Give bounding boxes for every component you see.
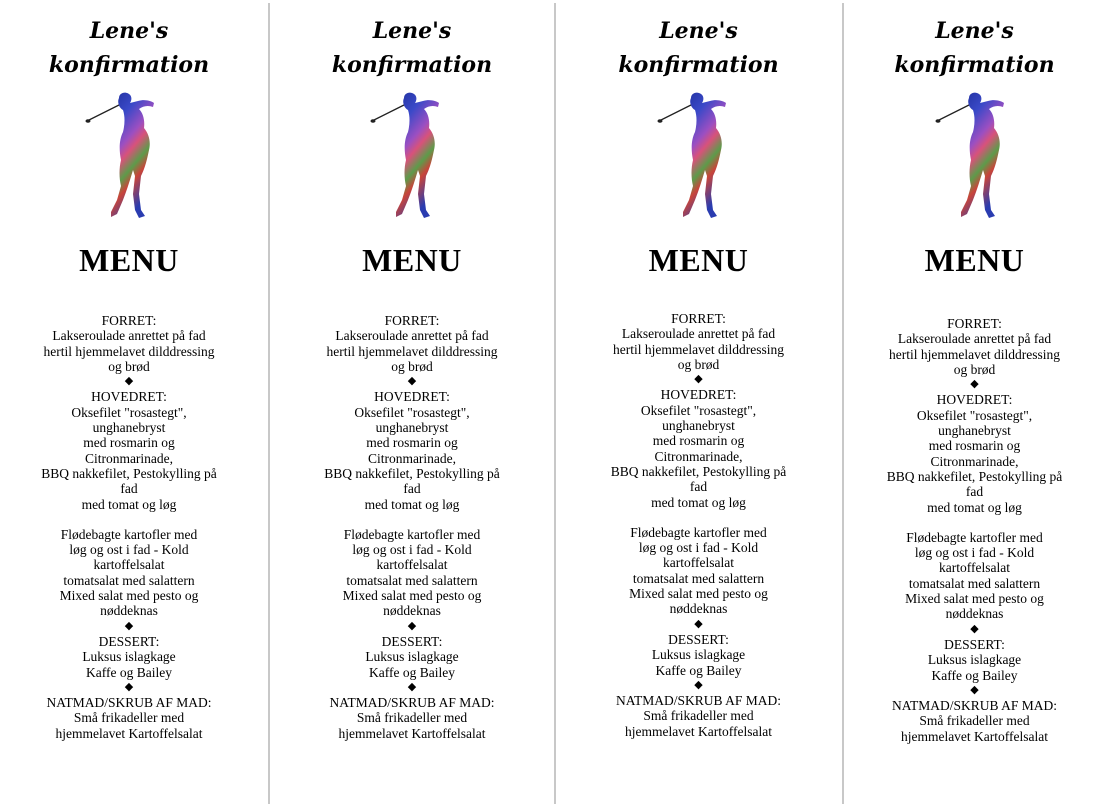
menu-line: og brød [677,356,720,372]
menu-line: nøddeknas [945,606,1004,622]
menu-line: fad [120,481,138,497]
menu-line: tomatsalat med salattern [346,572,478,588]
menu-card [558,0,839,804]
menu-line: kartoffelsalat [93,557,165,573]
diamond-separator-icon: ◆ [124,680,134,693]
menu-line: Lakseroulade anrettet på fad [621,326,776,342]
menu-line: kartoffelsalat [939,560,1010,576]
menu-line: Små frikadeller med [356,710,468,726]
diamond-separator-icon: ◆ [407,619,417,632]
dessert-heading: DESSERT: [381,633,443,649]
dessert-heading: DESSERT: [944,636,1005,652]
menu-line: Lakseroulade anrettet på fad [52,328,206,344]
diamond-separator-icon: ◆ [407,680,417,693]
menu-line: Oksefilet "rosastegt", [354,404,470,420]
menu-line: med rosmarin og [83,435,175,451]
menu-line: hertil hjemmelavet dilddressing [43,343,215,359]
menu-body [846,316,1103,744]
menu-line: og brød [953,361,996,377]
menu-line: løg og ost i fad - Kold [352,542,472,558]
menu-line: hertil hjemmelavet dilddressing [613,341,784,357]
diamond-separator-icon: ◆ [694,617,703,630]
menu-heading: MENU [79,242,179,278]
menu-heading: MENU [924,242,1025,278]
menu-body [272,313,552,741]
golfer-icon [368,90,458,222]
menu-line: BBQ nakkefilet, Pestokylling på [610,463,787,479]
title-line-2: konfirmation [331,52,493,78]
menu-line: Lakseroulade anrettet på fad [335,328,489,344]
forret-heading: FORRET: [101,313,157,328]
menu-line: unghanebryst [92,420,166,436]
menu-line: Kaffe og Bailey [86,664,172,680]
menu-line: Lakseroulade anrettet på fad [897,331,1052,347]
hovedret-heading: HOVEDRET: [936,392,1013,408]
title-line-2: konfirmation [618,52,779,78]
menu-line: BBQ nakkefilet, Pestokylling på [41,465,217,481]
menu-line: med rosmarin og [928,438,1021,454]
diamond-separator-icon: ◆ [694,373,703,386]
menu-card [846,0,1103,804]
menu-line: Oksefilet "rosastegt", [916,407,1033,423]
menu-line: unghanebryst [375,420,449,436]
menu-line: Flødebagte kartofler med [906,529,1043,545]
card-divider [842,3,844,804]
natmad-heading: NATMAD/SKRUB AF MAD: [46,695,212,711]
card-title [846,14,1103,82]
card-divider [554,3,556,804]
menu-line: Luksus islagkage [82,649,176,665]
menu-body [558,311,839,739]
menu-line: Mixed salat med pesto og [342,588,482,604]
title-line-1: Lene's [659,18,738,44]
menu-line: fad [965,484,984,500]
menu-line: tomatsalat med salattern [632,570,765,586]
menu-line: hjemmelavet Kartoffelsalat [55,725,203,741]
title-line-2: konfirmation [894,52,1055,78]
diamond-separator-icon: ◆ [970,622,979,635]
menu-body [0,313,258,741]
menu-line: hjemmelavet Kartoffelsalat [338,725,486,741]
menu-line: Citronmarinade, [367,450,457,466]
menu-line: med rosmarin og [366,435,458,451]
natmad-heading: NATMAD/SKRUB AF MAD: [891,698,1058,714]
card-divider [268,3,270,804]
forret-heading: FORRET: [947,316,1002,331]
menu-line: Kaffe og Bailey [369,664,455,680]
menu-line: fad [403,481,421,497]
menu-line: med tomat og løg [927,499,1022,515]
menu-line: Små frikadeller med [73,710,185,726]
menu-line: og brød [391,358,433,374]
menu-line: løg og ost i fad - Kold [914,545,1035,561]
hovedret-heading: HOVEDRET: [660,387,737,403]
menu-line: fad [689,479,708,495]
menu-line: Oksefilet "rosastegt", [640,402,757,418]
diamond-separator-icon: ◆ [407,375,417,388]
dessert-heading: DESSERT: [98,633,160,649]
dessert-heading: DESSERT: [668,631,729,647]
menu-line: Oksefilet "rosastegt", [71,404,187,420]
menu-line: løg og ost i fad - Kold [69,542,189,558]
hovedret-heading: HOVEDRET: [91,389,167,405]
menu-line: Citronmarinade, [84,450,174,466]
menu-line: Kaffe og Bailey [931,667,1018,683]
menu-line: med tomat og løg [81,496,177,512]
menu-line: unghanebryst [938,423,1011,439]
hovedret-heading: HOVEDRET: [374,389,450,405]
menu-line: Mixed salat med pesto og [905,591,1044,607]
menu-heading: MENU [362,242,462,278]
card-title [0,14,258,82]
card-title [272,14,552,82]
golfer-icon [655,90,745,222]
golfer-icon [933,90,1023,222]
menu-line: unghanebryst [662,418,735,434]
menu-line: med tomat og løg [364,496,460,512]
menu-line: Flødebagte kartofler med [630,524,767,540]
golfer-icon [83,90,173,222]
menu-line: med rosmarin og [652,433,745,449]
natmad-heading: NATMAD/SKRUB AF MAD: [329,695,495,711]
menu-line: hertil hjemmelavet dilddressing [326,343,498,359]
title-line-1: Lene's [935,18,1014,44]
menu-line: tomatsalat med salattern [63,572,195,588]
menu-line: Mixed salat med pesto og [59,588,199,604]
menu-line: Luksus islagkage [365,649,459,665]
menu-line: nøddeknas [669,601,728,617]
card-title [558,14,839,82]
menu-line: BBQ nakkefilet, Pestokylling på [886,468,1063,484]
menu-line: BBQ nakkefilet, Pestokylling på [324,465,500,481]
menu-line: Citronmarinade, [930,453,1019,469]
menu-line: Mixed salat med pesto og [629,586,768,602]
menu-line: hertil hjemmelavet dilddressing [889,346,1060,362]
menu-line: kartoffelsalat [376,557,448,573]
menu-line: Små frikadeller med [643,708,754,724]
menu-line: med tomat og løg [651,494,746,510]
forret-heading: FORRET: [384,313,440,328]
menu-line: løg og ost i fad - Kold [638,540,759,556]
diamond-separator-icon: ◆ [970,683,979,696]
menu-line: Kaffe og Bailey [655,662,742,678]
menu-line: hjemmelavet Kartoffelsalat [624,723,773,739]
diamond-separator-icon: ◆ [124,375,134,388]
menu-card [0,0,258,804]
menu-line: Flødebagte kartofler med [60,526,198,542]
natmad-heading: NATMAD/SKRUB AF MAD: [615,693,782,709]
menu-line: Citronmarinade, [654,448,743,464]
menu-line: og brød [108,358,150,374]
title-line-2: konfirmation [48,52,210,78]
menu-line: hjemmelavet Kartoffelsalat [900,728,1049,744]
diamond-separator-icon: ◆ [124,619,134,632]
menu-heading: MENU [648,242,749,278]
menu-line: kartoffelsalat [663,555,734,571]
menu-line: Flødebagte kartofler med [343,526,481,542]
diamond-separator-icon: ◆ [694,678,703,691]
diamond-separator-icon: ◆ [970,378,979,391]
forret-heading: FORRET: [671,311,726,326]
menu-card [272,0,552,804]
menu-line: nøddeknas [383,603,441,619]
menu-line: tomatsalat med salattern [908,575,1041,591]
menu-line: nøddeknas [100,603,158,619]
title-line-1: Lene's [372,18,452,44]
menu-line: Luksus islagkage [651,647,746,663]
menu-line: Luksus islagkage [927,652,1022,668]
menu-line: Små frikadeller med [919,713,1030,729]
title-line-1: Lene's [89,18,169,44]
